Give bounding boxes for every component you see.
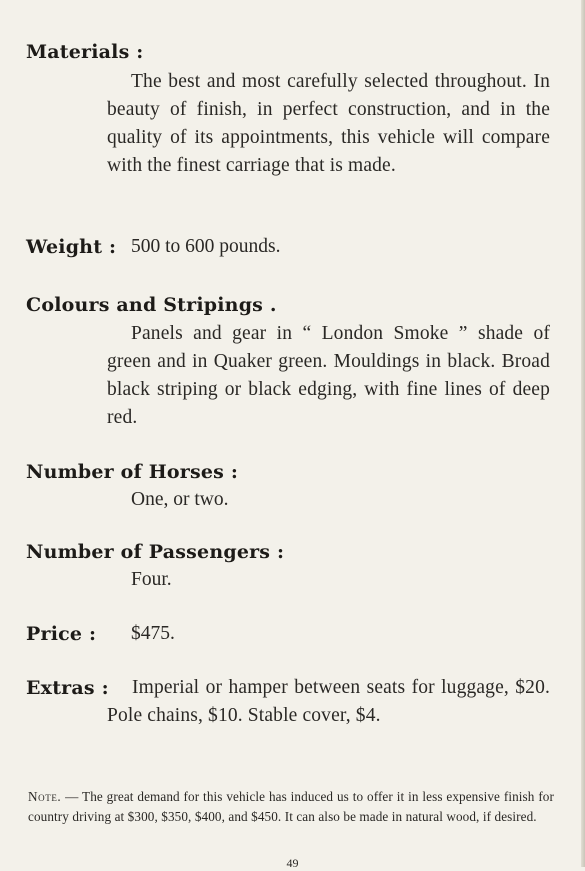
materials-heading: Materials : (26, 41, 144, 63)
price-heading: Price : (26, 623, 97, 645)
materials-body: The best and most carefully selected throughout. In beauty of finish, in perfect construction, and in the quality of its appointments, this vehicle will compare with the finest carriage that is made. (107, 71, 550, 176)
weight-heading: Weight : (26, 236, 117, 258)
passengers-heading: Number of Passengers : (26, 541, 285, 563)
horses-heading: Number of Horses : (26, 461, 239, 483)
extras-body: Imperial or hamper between seats for luggage, $20. Pole chains, $10. Stable cover, $4. (107, 677, 550, 726)
horses-value: One, or two. (131, 489, 229, 510)
passengers-value: Four. (131, 569, 172, 590)
footnote-label: Note. (28, 789, 62, 804)
footnote (28, 787, 554, 827)
price-value: $475. (131, 623, 175, 644)
page-edge (581, 0, 585, 867)
footnote-body: — The great demand for this vehicle has induced us to offer it in less expensive finish for country driving at $300, $350, $400, and $450. It can also be made in natural wood, if desired. (28, 789, 554, 824)
extras-heading: Extras : (26, 677, 109, 699)
weight-value: 500 to 600 pounds. (131, 236, 281, 257)
page-number: 49 (286, 856, 299, 870)
colours-heading: Colours and Stripings . (26, 294, 277, 316)
colours-body: Panels and gear in “ London Smoke ” shade of green and in Quaker green. Mouldings in black. Broad black striping or black edging, with fine lines of deep red. (107, 323, 550, 428)
